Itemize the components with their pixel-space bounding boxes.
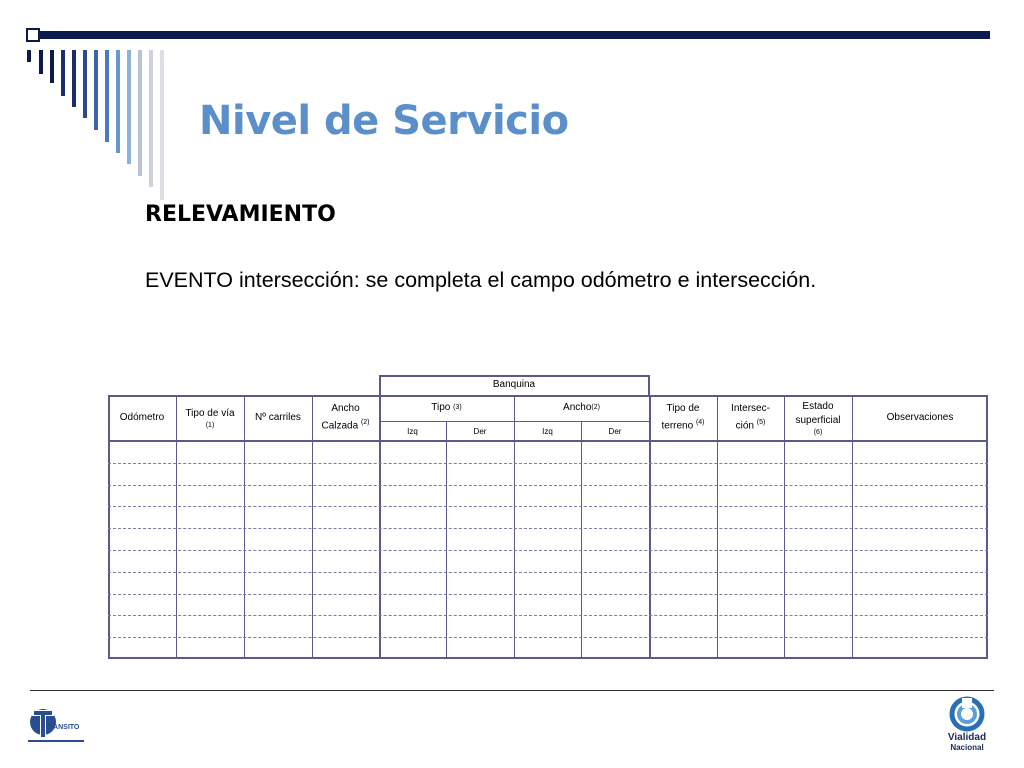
table-row-separator [108, 615, 988, 616]
banquina-left-border [379, 375, 381, 395]
top-rule [26, 31, 990, 39]
table-bottom-border [108, 657, 988, 659]
stripe [138, 50, 142, 176]
stripe [39, 50, 43, 74]
slide-subtitle: RELEVAMIENTO [145, 202, 336, 227]
header-ancho-calzada-line1: Ancho [331, 403, 360, 415]
footer-rule [30, 690, 994, 691]
header-carriles: Nº carriles [255, 412, 301, 423]
table-column-border [176, 395, 177, 659]
table-column-border [986, 395, 988, 659]
header-estado-line1: Estado [802, 400, 834, 412]
table-column-border [514, 395, 515, 659]
vialidad-logo [938, 696, 996, 754]
table-row-separator [108, 572, 988, 573]
header-ancho [514, 395, 649, 421]
header-tipo-via-label: Tipo de vía [185, 407, 235, 419]
stripe [105, 50, 109, 142]
header-ancho-calzada [312, 395, 379, 441]
header-tipo-via [176, 395, 244, 441]
header-ancho-calzada-note: (2) [360, 419, 370, 427]
table-row-separator [108, 594, 988, 595]
table-column-border [717, 395, 718, 659]
table-row-separator [108, 550, 988, 551]
stripe [149, 50, 153, 187]
header-interseccion [717, 395, 784, 441]
stripe [116, 50, 120, 153]
header-tipo-label: Tipo [431, 402, 451, 413]
table-row-separator [108, 506, 988, 507]
header-interseccion-line2: ción [735, 420, 754, 432]
slide-title: Nivel de Servicio [199, 98, 569, 144]
stripe [127, 50, 131, 164]
header-observaciones: Observaciones [886, 412, 954, 423]
header-bottom-border [108, 440, 988, 442]
header-der-tipo: Der [473, 427, 487, 436]
banquina-header: Banquina [492, 379, 536, 390]
table-column-border [784, 395, 785, 659]
header-odometro: Odómetro [119, 412, 165, 423]
header-estado-note: (6) [813, 428, 823, 436]
stripe [94, 50, 98, 130]
vialidad-logo-line1: Vialidad [947, 732, 987, 743]
header-tipo-terreno-note: (4) [695, 419, 705, 427]
table-row-separator [108, 528, 988, 529]
survey-table [108, 375, 988, 659]
vialidad-logo-line2: Nacional [950, 743, 984, 752]
top-rule-square [26, 28, 40, 42]
header-ancho-calzada-line2: Calzada [321, 420, 359, 432]
table-column-border [312, 395, 313, 659]
header-ancho-label: Ancho [563, 402, 592, 413]
stripe [27, 50, 31, 62]
table-row-separator [108, 637, 988, 638]
table-column-border [852, 395, 853, 659]
banquina-right-border [648, 375, 650, 395]
table-row-separator [108, 463, 988, 464]
vialidad-swirl-icon [938, 696, 996, 732]
header-der-ancho: Der [608, 427, 622, 436]
header-interseccion-note: (5) [756, 419, 766, 427]
header-tipo-note: (3) [453, 404, 462, 411]
stripe [50, 50, 54, 83]
header-interseccion-line1: Intersec- [731, 403, 770, 415]
table-row-separator [108, 485, 988, 486]
table-column-border [108, 395, 110, 659]
header-izq-tipo: Izq [407, 427, 418, 436]
transito-logo [28, 702, 84, 746]
header-izq-ancho: Izq [542, 427, 553, 436]
header-tipo-terreno [649, 395, 717, 441]
stripe [72, 50, 76, 107]
table-column-border [244, 395, 245, 659]
header-ancho-note: (2) [591, 404, 600, 411]
table-column-border [581, 421, 582, 659]
banquina-top-border [379, 375, 649, 377]
stripe [160, 50, 164, 200]
table-column-border [446, 421, 447, 659]
transito-logo-text: RANSITO [48, 724, 80, 731]
slide-body: EVENTO intersección: se completa el campo odómetro e intersección. [145, 268, 817, 292]
table-top-border [108, 395, 988, 397]
table-column-border [649, 395, 651, 659]
stripe [61, 50, 65, 96]
table-column-border [379, 395, 381, 659]
header-tipo-terreno-line1: Tipo de [666, 403, 700, 415]
header-estado-superficial [784, 395, 852, 441]
header-tipo-via-note: (1) [205, 421, 215, 429]
header-tipo-terreno-line2: terreno [661, 420, 694, 432]
stripe [83, 50, 87, 118]
header-tipo [379, 395, 514, 421]
header-estado-line2: superficial [795, 414, 841, 426]
